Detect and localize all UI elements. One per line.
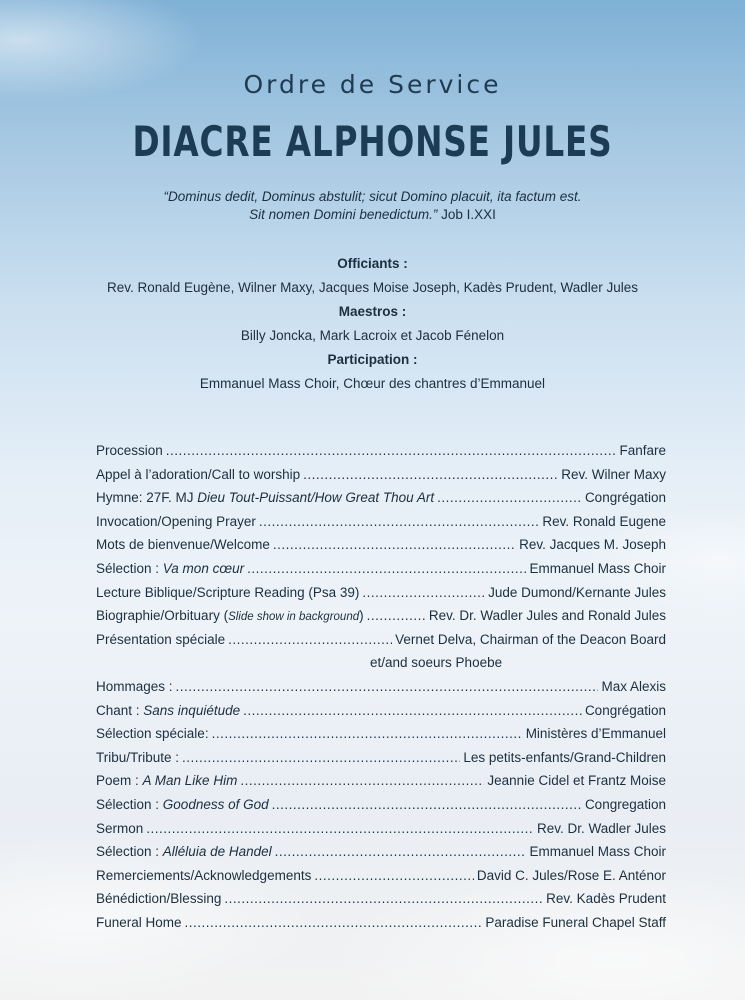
quote-line-2-text: Sit nomen Domini benedictum.” — [249, 207, 438, 222]
program-item-label-text: Bénédiction/Blessing — [96, 891, 222, 907]
program-item-label-text: Invocation/Opening Prayer — [96, 513, 256, 529]
program-item-label-text: Sélection : — [96, 796, 163, 812]
program-item-label-text: Chant : — [96, 702, 144, 718]
program-item — [96, 628, 666, 652]
program-item — [96, 510, 666, 534]
dot-leader — [272, 793, 582, 817]
program-item-label — [96, 840, 272, 864]
program-item-label-text: Sélection : — [96, 844, 163, 860]
program-item-performer: Emmanuel Mass Choir — [529, 560, 666, 576]
program-item-label — [96, 887, 221, 911]
program-item-label — [96, 557, 244, 581]
program-item-performer: Ministères d’Emmanuel — [525, 726, 666, 742]
dot-leader — [273, 533, 516, 557]
maestros-label: Maestros : — [338, 304, 407, 319]
dot-leader — [146, 817, 534, 841]
program-item-label-text: Hommages : — [96, 678, 173, 694]
program-item — [96, 887, 666, 911]
program-item-label-text: Appel à l’adoration/Call to worship — [96, 466, 301, 482]
program-item-label — [96, 817, 143, 841]
program-item-performer: Les petits-enfants/Grand-Children — [463, 749, 666, 765]
program-item-label-text: Sermon — [96, 820, 144, 836]
program-item-label — [96, 722, 209, 746]
program-item-label — [96, 463, 300, 487]
program-item-label — [96, 864, 311, 888]
program-item-continuation-text: et/and soeurs Phoebe — [370, 655, 503, 671]
program-item-label-text: Mots de bienvenue/Welcome — [96, 537, 270, 553]
program-list — [96, 439, 666, 934]
dot-leader — [259, 510, 540, 534]
program-item-continuation — [96, 651, 666, 675]
program-item — [96, 581, 666, 605]
program-item-performer: Rev. Dr. Wadler Jules — [536, 820, 666, 836]
dot-leader — [367, 604, 426, 628]
program-item-performer: Paradise Funeral Chapel Staff — [485, 914, 666, 930]
program-item-label-text: Biographie/Orbituary ( — [96, 608, 229, 624]
program-item-label — [96, 793, 269, 817]
program-item-performer: Max Alexis — [601, 678, 666, 694]
program-item — [96, 675, 666, 699]
program-item-performer: David C. Jules/Rose E. Anténor — [476, 867, 666, 883]
maestros-names: Billy Joncka, Mark Lacroix et Jacob Fénelon — [240, 328, 505, 343]
dot-leader — [240, 769, 484, 793]
program-item — [96, 840, 666, 864]
dot-leader — [243, 699, 582, 723]
program-item-performer: Rev. Ronald Eugene — [542, 513, 666, 529]
dot-leader — [362, 581, 485, 605]
dot-leader — [166, 439, 617, 463]
program-item-label — [96, 581, 359, 605]
dot-leader — [314, 864, 474, 888]
program-item-performer: Rev. Jacques M. Joseph — [519, 537, 666, 553]
program-item-performer: Congrégation — [584, 490, 666, 506]
program-item-label — [96, 486, 434, 510]
program-item — [96, 486, 666, 510]
program-item — [96, 769, 666, 793]
program-item-performer: Jude Dumond/Kernante Jules — [488, 584, 666, 600]
quote-line-1: “Dominus dedit, Dominus abstulit; sicut Domino placuit, ita factum est. — [163, 189, 582, 204]
page-title: DIACRE ALPHONSE JULES — [132, 117, 613, 166]
dot-leader — [303, 463, 558, 487]
program-item-performer: Jeannie Cidel et Frantz Moise — [487, 773, 666, 789]
program-item-label-text: Remerciements/Acknowledgements — [96, 867, 312, 883]
program-item-note: Slide show in background — [228, 611, 360, 624]
dot-leader — [212, 722, 523, 746]
program-item-performer: Congrégation — [584, 702, 666, 718]
program-item-label-text: Présentation spéciale — [96, 631, 226, 647]
program-item-label — [96, 533, 270, 557]
program-item-performer: Congregation — [584, 796, 666, 812]
program-item-label-text: Tribu/Tribute : — [96, 749, 180, 765]
program-item-label — [96, 628, 225, 652]
dot-leader — [185, 911, 483, 935]
program-item-title: Sans inquiétude — [143, 702, 241, 718]
program-item — [96, 793, 666, 817]
dot-leader — [224, 887, 543, 911]
quote-line-2 — [0, 206, 745, 224]
program-item-label — [96, 604, 364, 630]
program-item — [96, 911, 666, 935]
program-item-performer: Rev. Kadès Prudent — [546, 891, 666, 907]
officiants-label: Officiants : — [337, 256, 408, 271]
program-item-label-text: Hymne: 27F. MJ — [96, 490, 198, 506]
program-item-label-text: Lecture Biblique/Scripture Reading (Psa 39) — [96, 584, 360, 600]
program-item-performer: Vernet Delva, Chairman of the Deacon Board — [395, 631, 666, 647]
program-item-label — [96, 675, 173, 699]
program-item-label — [96, 699, 240, 723]
program-item-label-text: Sélection spéciale: — [96, 726, 209, 742]
program-item-label — [96, 746, 179, 770]
quote-reference: Job I.XXI — [437, 207, 496, 222]
dot-leader — [275, 840, 527, 864]
program-item — [96, 722, 666, 746]
program-item-label-text: Funeral Home — [96, 914, 182, 930]
program-item-label — [96, 911, 182, 935]
epigraph-quote — [0, 188, 745, 224]
program-item-performer: Fanfare — [619, 443, 666, 458]
program-item-label — [96, 439, 163, 463]
officiants-names: Rev. Ronald Eugène, Wilner Maxy, Jacques Moise Joseph, Kadès Prudent, Wadler Jules — [106, 280, 638, 295]
credits-section — [0, 252, 745, 396]
program-item — [96, 864, 666, 888]
program-item — [96, 439, 666, 463]
program-item-label-suffix: ) — [359, 608, 364, 624]
program-item — [96, 604, 666, 628]
program-item-label-text: Procession — [96, 443, 163, 458]
program-item-title: Va mon cœur — [162, 560, 245, 576]
program-item-label — [96, 510, 256, 534]
program-item-performer: Rev. Dr. Wadler Jules and Ronald Jules — [428, 608, 666, 624]
program-item — [96, 746, 666, 770]
program-item — [96, 699, 666, 723]
program-item — [96, 533, 666, 557]
program-item — [96, 817, 666, 841]
participation-names: Emmanuel Mass Choir, Chœur des chantres d’Emmanuel — [199, 376, 546, 391]
program-item-title: A Man Like Him — [142, 773, 238, 789]
program-item-performer: Rev. Wilner Maxy — [561, 466, 666, 482]
program-item-title: Alléluia de Handel — [162, 844, 272, 860]
program-item-label — [96, 769, 237, 793]
participation-label: Participation : — [327, 352, 418, 367]
dot-leader — [437, 486, 582, 510]
dot-leader — [228, 628, 392, 652]
program-item-title: Dieu Tout-Puissant/How Great Thou Art — [197, 490, 435, 506]
program-item-label-text: Sélection : — [96, 560, 163, 576]
program-item-label-text: Poem : — [96, 773, 143, 789]
program-item-title: Goodness of God — [162, 796, 269, 812]
header — [0, 70, 745, 224]
dot-leader — [182, 746, 460, 770]
dot-leader — [176, 675, 599, 699]
dot-leader — [247, 557, 526, 581]
program-item — [96, 463, 666, 487]
program-item — [96, 557, 666, 581]
program-item-performer: Emmanuel Mass Choir — [529, 844, 666, 860]
page-subtitle: Ordre de Service — [243, 70, 502, 99]
